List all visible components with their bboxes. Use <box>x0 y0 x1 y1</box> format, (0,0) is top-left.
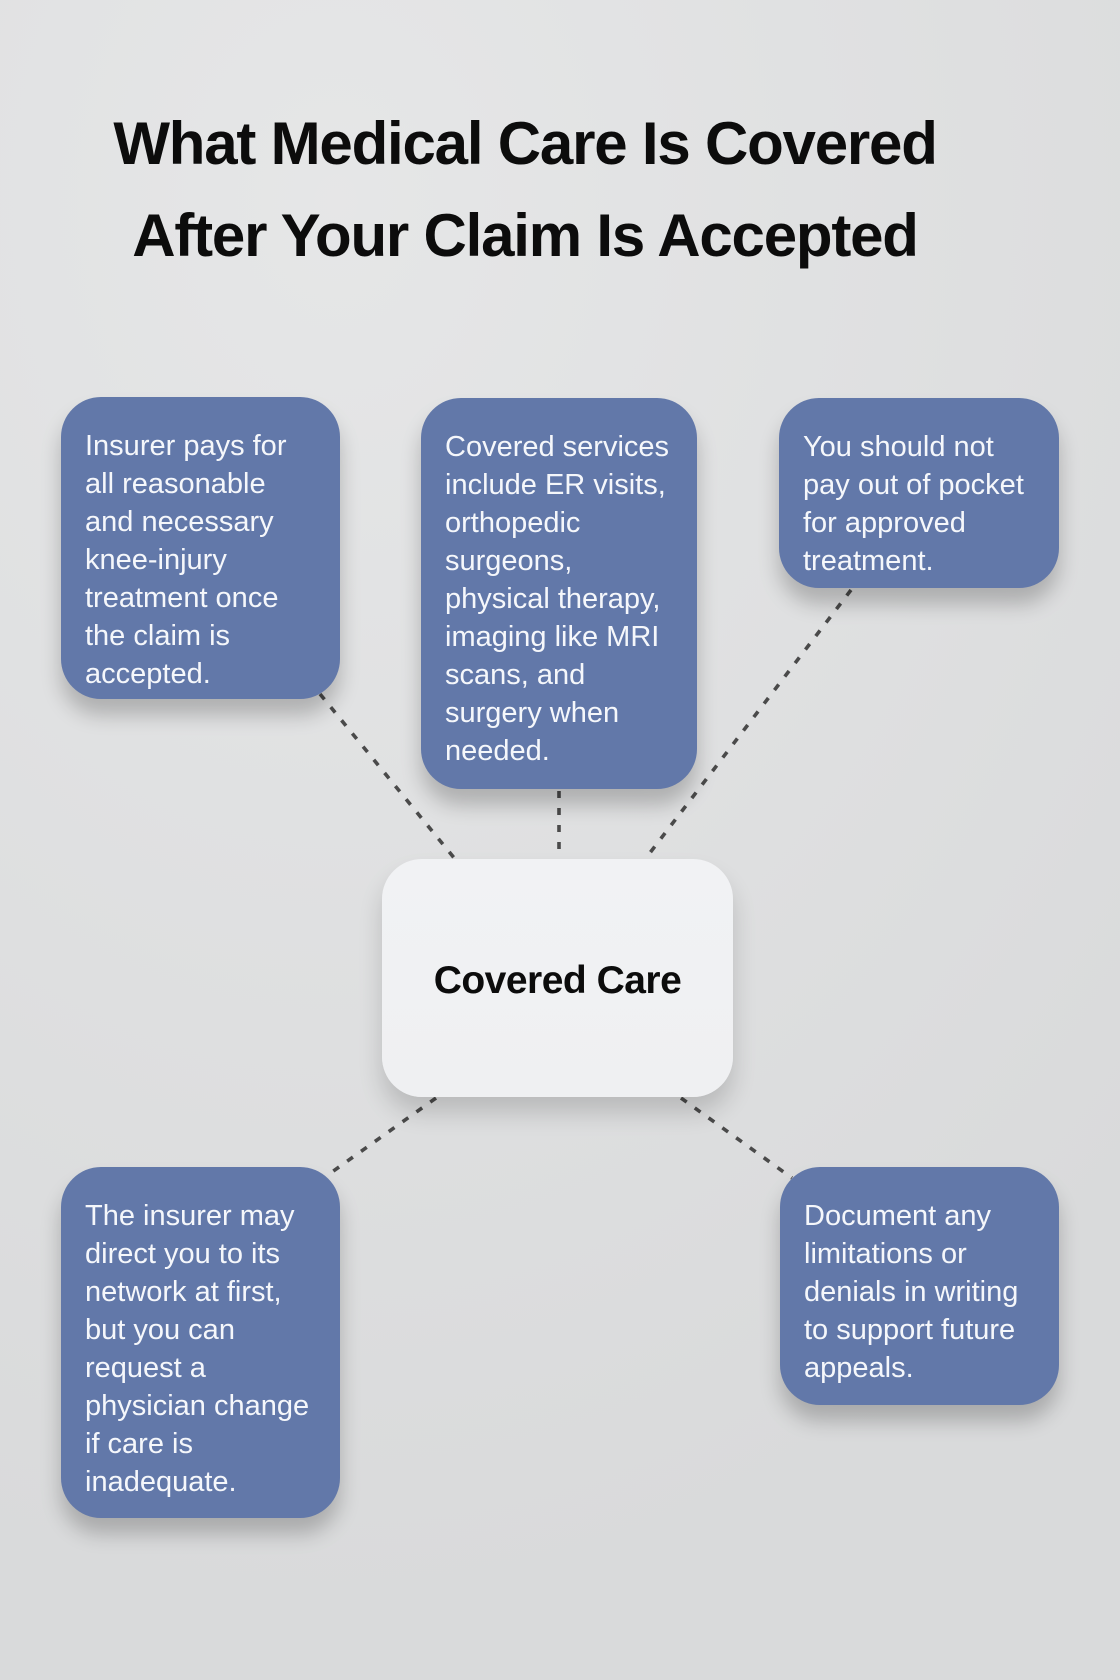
node-top-left <box>61 397 340 699</box>
center-node <box>382 859 733 1097</box>
node-bottom-left <box>61 1167 340 1518</box>
node-top-middle-text: Covered services include ER visits, orthopedic surgeons, physical therapy, imaging like MRI scans, and surgery when needed. <box>445 431 670 767</box>
page-title <box>0 98 1050 282</box>
page-title-line-1: What Medical Care Is Covered <box>113 110 937 177</box>
connector-bottom-left <box>325 1098 436 1177</box>
node-bottom-right <box>780 1167 1059 1405</box>
node-top-right-text: You should not pay out of pocket for approved treatment. <box>803 431 1024 577</box>
node-top-left-text: Insurer pays for all reasonable and necessary knee-injury treatment once the claim is accepted. <box>85 430 287 690</box>
node-bottom-right-text: Document any limitations or denials in writing to support future appeals. <box>804 1200 1019 1384</box>
node-top-middle <box>421 398 697 789</box>
node-bottom-left-text: The insurer may direct you to its network at first, but you can request a physician change if care is inadequate. <box>85 1200 310 1498</box>
page-title-line-2: After Your Claim Is Accepted <box>132 202 918 269</box>
center-node-label: Covered Care <box>433 959 682 1002</box>
connector-bottom-right <box>681 1098 792 1178</box>
node-top-right <box>779 398 1059 588</box>
